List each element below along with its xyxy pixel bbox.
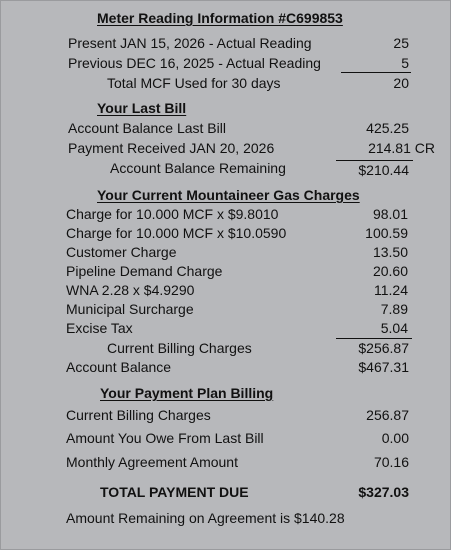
last-bill-heading: Your Last Bill (97, 100, 187, 116)
charge-row-label: Charge for 10.000 MCF x $10.0590 (66, 225, 287, 241)
total-mcf-value: 20 (393, 75, 409, 91)
account-balance-label: Account Balance (66, 359, 172, 375)
payment-received-value: 214.81 CR (368, 140, 435, 156)
balance-divider (336, 160, 413, 161)
plan-row-label: Monthly Agreement Amount (66, 454, 238, 470)
charge-row-label: Charge for 10.000 MCF x $9.8010 (66, 206, 279, 222)
charge-row-label: Excise Tax (66, 320, 133, 336)
charge-row-value: 7.89 (380, 301, 408, 317)
meter-heading: Meter Reading Information #C699853 (97, 10, 343, 26)
current-billing-value: $256.87 (358, 340, 409, 356)
charges-heading: Your Current Mountaineer Gas Charges (97, 187, 360, 203)
plan-row-value: 0.00 (381, 430, 409, 446)
payment-received-label: Payment Received JAN 20, 2026 (68, 140, 275, 156)
plan-row-label: Current Billing Charges (66, 407, 211, 423)
current-billing-label: Current Billing Charges (107, 340, 252, 356)
charge-row-label: WNA 2.28 x $4.9290 (66, 282, 195, 298)
charge-row-value: 11.24 (374, 282, 408, 298)
total-due-label: TOTAL PAYMENT DUE (100, 484, 249, 500)
agreement-remaining-note: Amount Remaining on Agreement is $140.28 (66, 510, 345, 526)
present-reading-label: Present JAN 15, 2026 - Actual Reading (68, 35, 312, 51)
plan-heading: Your Payment Plan Billing (100, 385, 274, 401)
charge-row-value: 20.60 (372, 263, 408, 279)
last-balance-value: 425.25 (366, 120, 409, 136)
total-mcf-label: Total MCF Used for 30 days (107, 75, 281, 91)
plan-row-label: Amount You Owe From Last Bill (66, 430, 264, 446)
charge-row-value: 13.50 (372, 244, 408, 260)
subtotal-divider (341, 72, 411, 73)
plan-row-value: 70.16 (373, 454, 409, 470)
charge-row-value: 100.59 (365, 225, 408, 241)
total-due-value: $327.03 (358, 484, 409, 500)
previous-reading-label: Previous DEC 16, 2025 - Actual Reading (68, 55, 321, 71)
charges-divider (336, 338, 412, 339)
balance-remaining-label: Account Balance Remaining (110, 160, 286, 176)
previous-reading-value: 5 (401, 55, 409, 71)
plan-row-value: 256.87 (366, 407, 409, 423)
present-reading-value: 25 (393, 35, 409, 51)
charge-row-value: 98.01 (372, 206, 408, 222)
charge-row-value: 5.04 (380, 320, 408, 336)
balance-remaining-value: $210.44 (358, 162, 409, 178)
charge-row-label: Pipeline Demand Charge (66, 263, 223, 279)
last-balance-label: Account Balance Last Bill (68, 120, 226, 136)
charge-row-label: Customer Charge (66, 244, 177, 260)
charge-row-label: Municipal Surcharge (66, 301, 194, 317)
account-balance-value: $467.31 (358, 359, 409, 375)
